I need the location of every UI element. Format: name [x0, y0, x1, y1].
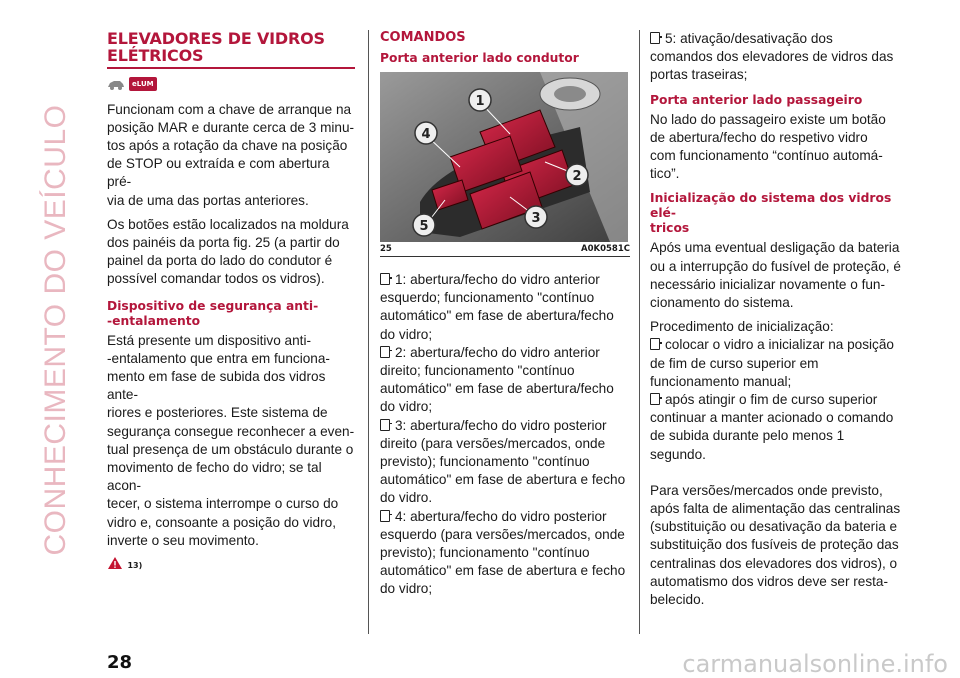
paragraph: [650, 239, 902, 312]
subheading-line: tricos: [650, 221, 690, 236]
text-line: funcionamento manual;: [650, 373, 792, 389]
column-divider: [368, 30, 369, 634]
text-line: ou a interrupção do fusível de proteção, é: [650, 258, 901, 274]
text-line: segurança consegue reconhecer a even-: [107, 423, 355, 439]
text-line: direito (para versões/mercados, onde: [380, 435, 606, 451]
text-line: via de uma das portas anteriores.: [107, 192, 309, 208]
section-title: [107, 30, 357, 64]
warning-ref-number: 13): [127, 560, 143, 570]
watermark-text: carmanualsonline.info: [682, 650, 948, 678]
subheading-line: Dispositivo de segurança anti-: [107, 298, 319, 313]
text-line: do vidro;: [380, 399, 433, 415]
text-line: possível comandar todos os vidros).: [107, 271, 325, 287]
subheading: [107, 299, 357, 329]
callout-label: 3: [531, 211, 541, 226]
text-line: belecido.: [650, 592, 705, 608]
text-line: No lado do passageiro existe um botão: [650, 111, 886, 127]
text-line: riores e posteriores. Este sistema de: [107, 405, 328, 421]
text-line: esquerdo; funcionamento "contínuo: [380, 290, 595, 306]
text-line: movimento de fecho do vidro; se tal acon-: [107, 459, 322, 494]
figure-window-switches: [380, 72, 628, 242]
text-line: cionamento do sistema.: [650, 295, 794, 311]
list-item: [380, 417, 630, 508]
bullet-icon: [380, 273, 390, 285]
text-line: colocar o vidro a inicializar na posição: [665, 337, 894, 353]
text-line: (substituição ou desativação da bateria e: [650, 519, 898, 535]
text-line: dos painéis da porta fig. 25 (a partir do: [107, 234, 340, 250]
paragraph: Procedimento de inicialização:: [650, 319, 834, 335]
text-line: inverte o seu movimento.: [107, 532, 259, 548]
column-3: [650, 30, 902, 615]
paragraph: [107, 332, 357, 550]
list-item: [380, 344, 630, 417]
callout-label: 1: [475, 94, 485, 109]
paragraph: [107, 216, 357, 289]
text-line: direito; funcionamento "contínuo: [380, 363, 575, 379]
text-line: automático" em fase de abertura/fecho: [380, 308, 614, 324]
text-line: mento em fase de subida dos vidros ante-: [107, 368, 326, 403]
bullet-icon: [380, 419, 390, 431]
text-line: do vidro;: [380, 581, 433, 597]
text-line: centralinas dos elevadores dos vidros), o: [650, 555, 898, 571]
text-line: automático" em fase de abertura e fecho: [380, 472, 626, 488]
command-list: [380, 271, 630, 599]
callout-label: 4: [421, 127, 431, 142]
list-item: [650, 336, 902, 391]
text-line: com funcionamento “contínuo automá-: [650, 148, 883, 164]
subheading-line: Inicialização do sistema dos vidros elé-: [650, 191, 892, 221]
text-line: 1: abertura/fecho do vidro anterior: [395, 272, 600, 287]
text-line: automático" em fase de abertura/fecho: [380, 381, 614, 397]
version-badge: eLUM: [129, 77, 157, 91]
text-line: previsto); funcionamento "contínuo: [380, 454, 590, 470]
text-line: vidro e, consoante a posição do vidro,: [107, 514, 336, 530]
bullet-icon: [650, 393, 660, 405]
text-line: -entalamento que entra em funciona-: [107, 350, 330, 366]
bullet-icon: [380, 346, 390, 358]
commands-heading: COMANDOS: [380, 30, 466, 45]
feature-icons: [107, 75, 357, 93]
text-line: 3: abertura/fecho do vidro posterior: [395, 417, 607, 433]
side-label-text: CONHECIMENTO DO VEÍCULO: [39, 104, 72, 556]
section-title-line: ELÉTRICOS: [107, 46, 204, 65]
text-line: tual presença de um obstáculo durante o: [107, 441, 354, 457]
column-2: [380, 30, 630, 599]
text-line: portas traseiras;: [650, 67, 748, 83]
text-line: após atingir o fim de curso superior: [665, 392, 878, 408]
text-line: Os botões estão localizados na moldura: [107, 216, 349, 232]
text-line: automatismo dos vidros deve ser resta-: [650, 573, 888, 589]
text-line: de abertura/fecho do respetivo vidro: [650, 129, 868, 145]
text-line: Funcionam com a chave de arranque na: [107, 101, 352, 117]
paragraph: [650, 111, 902, 184]
text-line: comandos dos elevadores de vidros das: [650, 49, 894, 65]
callout-label: 5: [419, 219, 429, 234]
text-line: de fim de curso superior em: [650, 355, 819, 371]
text-line: previsto); funcionamento "contínuo: [380, 545, 590, 561]
bullet-icon: [650, 338, 660, 350]
text-line: do vidro;: [380, 326, 433, 342]
subheading: Porta anterior lado condutor: [380, 51, 579, 65]
list-item: [650, 30, 902, 85]
text-line: 5: ativação/desativação dos: [665, 31, 833, 46]
section-title-line: ELEVADORES DE VIDROS: [107, 29, 325, 48]
figure-code: A0K0581C: [581, 244, 630, 254]
page-number: 28: [107, 652, 133, 673]
text-line: necessário inicializar novamente o fun-: [650, 276, 885, 292]
bullet-icon: [650, 32, 660, 44]
text-line: de STOP ou extraída e com abertura pré-: [107, 156, 330, 190]
paragraph: [650, 482, 902, 609]
text-line: tos após a rotação da chave na posição: [107, 137, 348, 153]
text-line: painel da porta do lado do condutor é: [107, 253, 333, 269]
text-line: de subida durante pelo menos 1 segundo.: [650, 428, 845, 462]
figure-number: 25: [380, 244, 392, 254]
callout-label: 2: [572, 169, 582, 184]
subheading: Porta anterior lado passageiro: [650, 92, 863, 107]
warning-triangle-icon: [107, 556, 123, 570]
paragraph: [107, 101, 357, 210]
subheading-line: -entalamento: [107, 313, 201, 328]
subheading: [650, 191, 902, 236]
column-1: [107, 30, 357, 575]
text-line: Após uma eventual desligação da bateria: [650, 240, 900, 256]
text-line: posição MAR e durante cerca de 3 minu-: [107, 119, 355, 135]
text-line: Para versões/mercados onde previsto,: [650, 482, 883, 498]
text-line: tico”.: [650, 166, 680, 182]
text-line: após falta de alimentação das centralinas: [650, 501, 901, 517]
text-line: Está presente um dispositivo anti-: [107, 332, 312, 348]
text-line: automático" em fase de abertura e fecho: [380, 563, 626, 579]
figure-caption: [380, 244, 630, 257]
text-line: 4: abertura/fecho do vidro posterior: [395, 508, 607, 524]
warning-reference: [107, 556, 357, 575]
list-item: [380, 508, 630, 599]
bullet-icon: [380, 510, 390, 522]
list-item: [380, 271, 630, 344]
title-underline: [107, 67, 355, 69]
text-line: 2: abertura/fecho do vidro anterior: [395, 344, 600, 360]
column-divider: [639, 30, 640, 634]
text-line: do vidro.: [380, 490, 433, 506]
text-line: continuar a manter acionado o comando: [650, 410, 894, 426]
text-line: esquerdo (para versões/mercados, onde: [380, 526, 625, 542]
text-line: substituição dos fusíveis de proteção das: [650, 537, 899, 553]
door-switch-panel-image: [380, 72, 628, 242]
car-side-icon: [107, 77, 125, 91]
list-item: [650, 391, 902, 464]
text-line: tecer, o sistema interrompe o curso do: [107, 496, 339, 512]
